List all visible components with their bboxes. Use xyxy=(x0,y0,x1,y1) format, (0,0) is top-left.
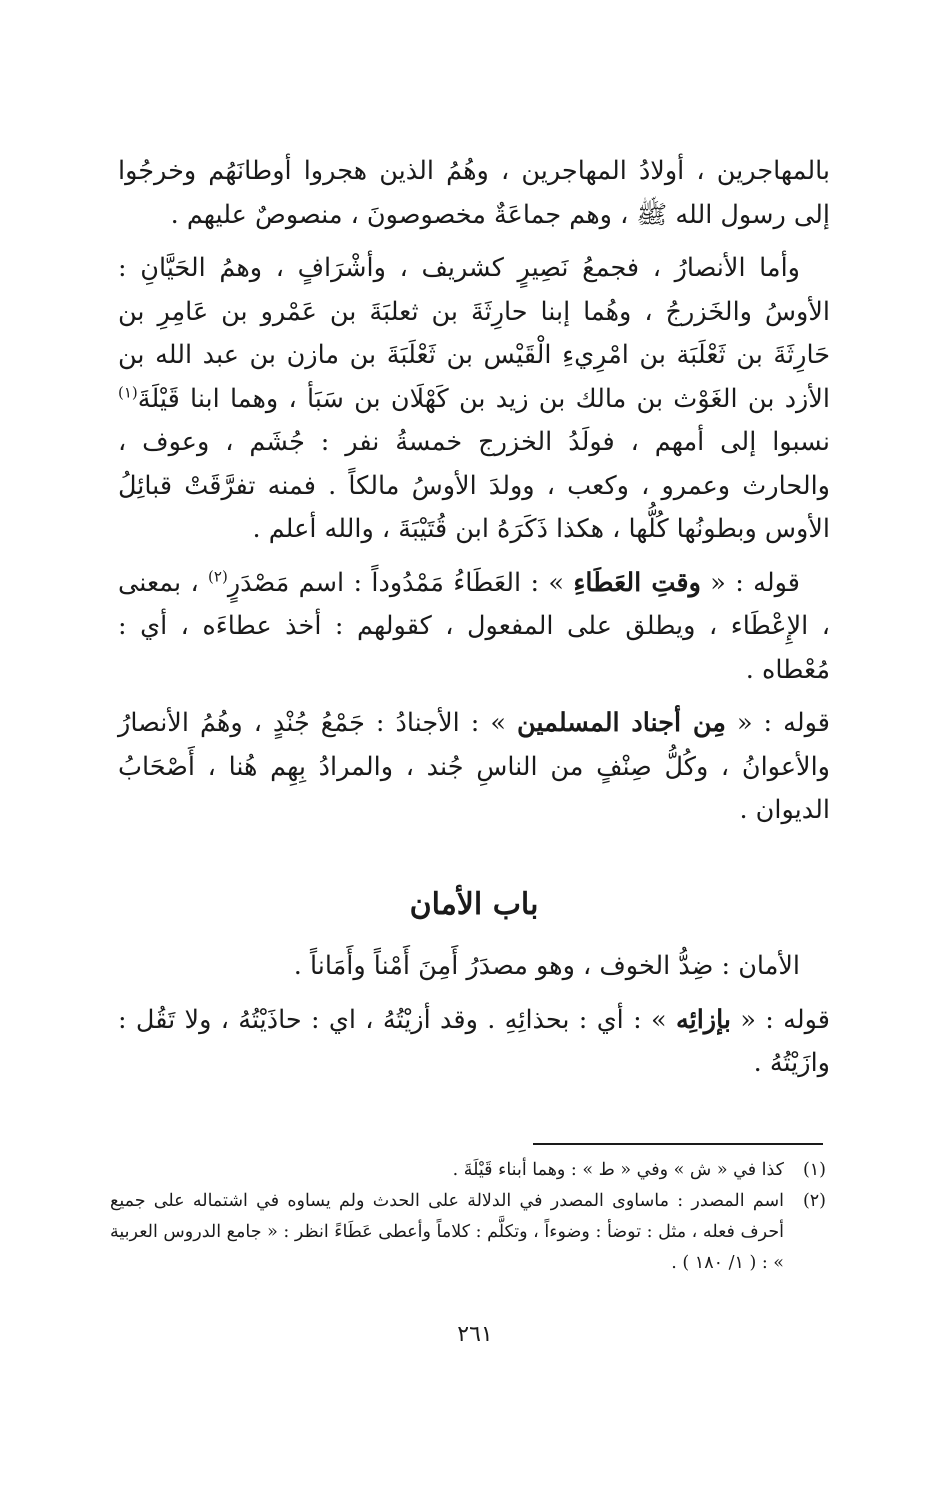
text-run: الأمان : ضِدُّ الخوف ، وهو مصدَرُ أَمِنَ أَمْناً وأَمَاناً . xyxy=(293,951,800,981)
footnote-marker: (٢) xyxy=(208,567,228,585)
quoted-term: وقتِ العَطَاءِ xyxy=(573,567,701,598)
text-run: قوله : « xyxy=(700,567,800,598)
text-run: بالمهاجرين ، أولادُ المهاجرين ، وهُمُ الذين هجروا أوطانَهُم وخرجُوا إلى رسول الله ﷺ ، وهم جماعَةٌ مخصوصونَ ، منصوصٌ عليهم . xyxy=(109,156,830,230)
text-run: » : العَطَاءُ مَمْدُوداً : اسم مَصْدَرٍ xyxy=(227,567,574,598)
text-run: قوله : « xyxy=(725,708,830,738)
footnote-text: كذا في « ش » وفي « ط » : وهما أبناء قَيْلَةَ . xyxy=(452,1160,784,1180)
paragraph-ata xyxy=(109,562,830,693)
paragraph-aman xyxy=(118,945,830,989)
text-run: نسبوا إلى أمهم ، فولَدُ الخزرج خمسةُ نفر : جُشَم ، وعوف ، والحارث وعمرو ، وكعب ، وولدَ الأوسُ مالكاً . فمنه تفرَّقَتْ قبائِلُ الأوس وبطونُها كُلُّها ، هكذا ذَكَرَهُ ابن قُتَيْبَةَ ، والله أعلم . xyxy=(109,383,830,544)
body-text xyxy=(109,150,830,833)
footnote-item xyxy=(110,1155,826,1186)
text-run: وأما الأنصارُ ، فجمعُ نَصِيرٍ كشريف ، وأشْرَافٍ ، وهمُ الحَيَّانِ : الأوسُ والخَزرجُ ، وهُما إبنا حارِثَةَ بن ثعلبَةَ بن عَمْرو بن عَامِرِ بن حَارِثَةَ بن ثَعْلَبَة بن امْرِيءِ الْقَيْس بن ثَعْلَبَةَ بن مازن بن عبد الله بن الأزد بن الغَوْث بن مالك بن زيد بن كَهْلَان بن سَبَأ ، وهما ابنا قَيْلَةَ xyxy=(109,253,830,414)
text-run: » : أي : بحذائِهِ . وقد أزيْتُهُ ، اي : حاذَيْتُهُ ، ولا تَقُل : وازَيْتُهُ . xyxy=(109,1004,830,1078)
paragraph-ansar xyxy=(109,247,830,552)
footnotes xyxy=(110,1155,826,1279)
page-number: ٢٦١ xyxy=(457,1322,493,1347)
footnote-item xyxy=(110,1186,826,1279)
text-run: قوله : « xyxy=(731,1004,830,1035)
text-run: » : الأجنادُ : جَمْعُ جُنْدٍ ، وهُمُ الأنصارُ والأعوانُ ، وكُلُّ صِنْفٍ من الناسِ جُند ، والمرادُ بِهِم هُنا ، أَصْحَابُ الديوان . xyxy=(109,708,830,825)
footnote-divider xyxy=(533,1143,823,1145)
footnote-number: (٢) xyxy=(802,1191,826,1211)
text-run: ، بمعنى ، الإِعْطَاء ، ويطلق على المفعول ، كقولهم : أخذ عطاءَه ، أي : مُعْطاه . xyxy=(109,567,830,685)
footnote-text: اسم المصدر : ماساوى المصدر في الدلالة على الحدث ولم يساوه في اشتماله على جميع أحرف فعله ، مثل : توضأ : وضوءاً ، وتكلَّم : كلاماً وأعطى عَطَاءً انظر : « جامع الدروس العربية » : ( ١/ ١٨٠ ) . xyxy=(110,1191,784,1273)
quoted-term: بإزائِه xyxy=(675,1004,731,1035)
footnote-marker: (١) xyxy=(118,383,138,401)
section-body xyxy=(109,945,830,1086)
paragraph-ajnad xyxy=(109,702,830,833)
paragraph-bi-izaihi xyxy=(109,999,830,1086)
footnote-number: (١) xyxy=(802,1160,826,1180)
section-heading: باب الأمان xyxy=(409,887,539,922)
paragraph-muhajirin xyxy=(109,150,830,237)
quoted-term: مِن أجناد المسلمين xyxy=(516,708,726,738)
